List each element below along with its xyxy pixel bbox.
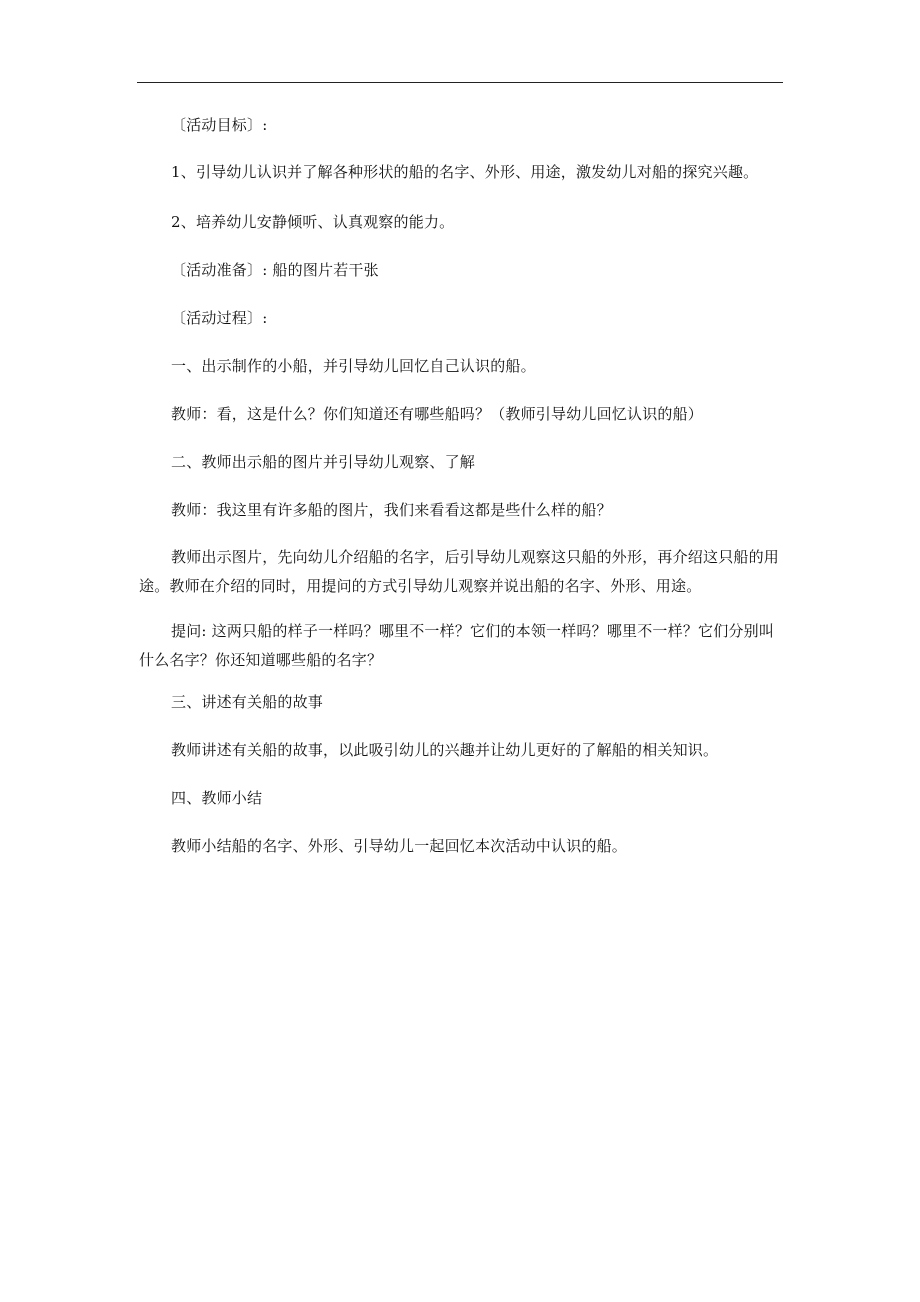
process-heading: 〔活动过程〕:: [171, 309, 268, 327]
step-2-dialog: 教师：我这里有许多船的图片，我们来看看这都是些什么样的船？: [171, 501, 612, 519]
preparation-text: 〔活动准备〕: 船的图片若干张: [171, 261, 379, 279]
step-2-title: 二、教师出示船的图片并引导幼儿观察、了解: [171, 453, 476, 471]
step-4-title: 四、教师小结: [171, 789, 263, 807]
goal-heading: 〔活动目标〕:: [171, 116, 268, 134]
step-3-text: 教师讲述有关船的故事，以此吸引幼儿的兴趣并让幼儿更好的了解船的相关知识。: [171, 741, 719, 759]
step-1-title: 一、出示制作的小船，并引导幼儿回忆自己认识的船。: [171, 357, 536, 375]
goal-item-1: 1、引导幼儿认识并了解各种形状的船的名字、外形、用途，激发幼儿对船的探究兴趣。: [171, 163, 759, 181]
goal-item-2: 2、培养幼儿安静倾听、认真观察的能力。: [171, 213, 455, 231]
step-2-paragraph: 教师出示图片，先向幼儿介绍船的名字，后引导幼儿观察这只船的外形，再介绍这只船的用途。教师在介绍的同时，用提问的方式引导幼儿观察并说出船的名字、外形、用途。: [139, 548, 780, 595]
step-1-dialog: 教师：看，这是什么？你们知道还有哪些船吗？（教师引导幼儿回忆认识的船）: [171, 405, 704, 423]
step-3-title: 三、讲述有关船的故事: [171, 693, 324, 711]
header-divider: [137, 82, 783, 83]
step-2-question: 提问: 这两只船的样子一样吗？哪里不一样？它们的本领一样吗？哪里不一样？它们分别叫什么名字？你还知道哪些船的名字？: [139, 622, 775, 669]
step-4-text: 教师小结船的名字、外形、引导幼儿一起回忆本次活动中认识的船。: [171, 837, 628, 855]
